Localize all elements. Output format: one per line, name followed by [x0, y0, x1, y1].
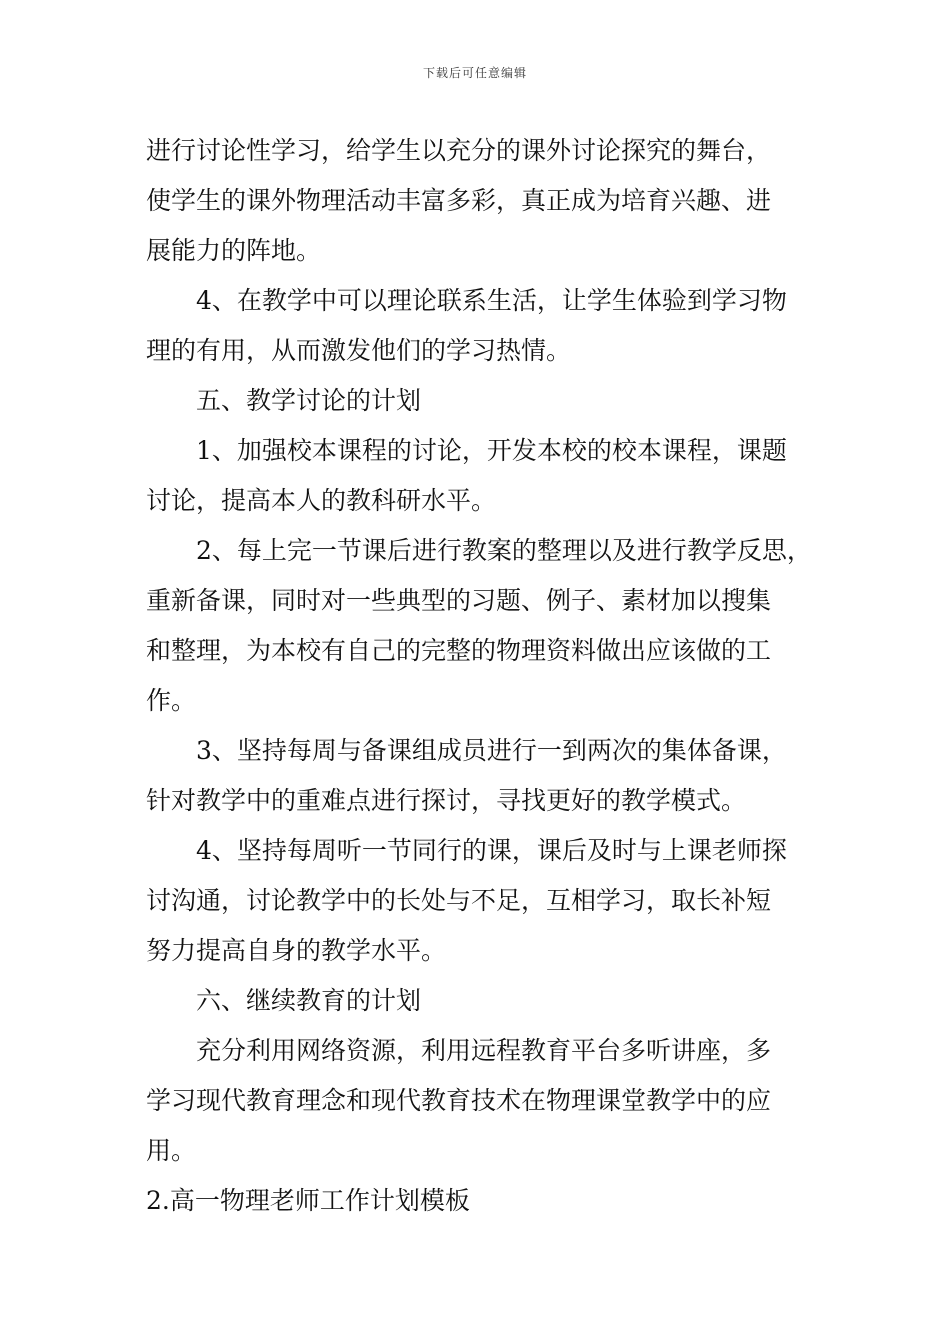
text-line: 针对教学中的重难点进行探讨，寻找更好的教学模式。 — [146, 786, 747, 815]
text-line: 和整理，为本校有自己的完整的物理资料做出应该做的工 — [146, 636, 772, 665]
document-title: 2.高一物理老师工作计划模板 — [146, 1186, 470, 1215]
text-line: 学习现代教育理念和现代教育技术在物理课堂教学中的应 — [146, 1086, 772, 1115]
text-line: 4、在教学中可以理论联系生活，让学生体验到学习物 — [196, 286, 787, 315]
text-line: 2、每上完一节课后进行教案的整理以及进行教学反思， — [196, 536, 812, 565]
text-line: 作。 — [146, 686, 197, 715]
text-line: 讨沟通，讨论教学中的长处与不足，互相学习，取长补短 — [146, 886, 772, 915]
page-header: 下载后可任意编辑 — [422, 66, 527, 80]
text-line: 1、加强校本课程的讨论，开发本校的校本课程，课题 — [196, 436, 787, 465]
text-line: 展能力的阵地。 — [146, 236, 322, 265]
text-line: 重新备课，同时对一些典型的习题、例子、素材加以搜集 — [146, 586, 772, 615]
text-line: 用。 — [146, 1136, 197, 1165]
text-line: 讨论，提高本人的教科研水平。 — [146, 486, 497, 515]
text-line: 充分利用网络资源，利用远程教育平台多听讲座，多 — [196, 1036, 772, 1065]
text-line: 使学生的课外物理活动丰富多彩，真正成为培育兴趣、进 — [146, 186, 772, 215]
text-line: 努力提高自身的教学水平。 — [146, 936, 447, 965]
section-heading: 六、继续教育的计划 — [196, 986, 422, 1015]
text-line: 理的有用，从而激发他们的学习热情。 — [146, 336, 572, 365]
text-line: 进行讨论性学习，给学生以充分的课外讨论探究的舞台， — [146, 136, 772, 165]
text-line: 4、坚持每周听一节同行的课，课后及时与上课老师探 — [196, 836, 787, 865]
section-heading: 五、教学讨论的计划 — [196, 386, 422, 415]
text-line: 3、坚持每周与备课组成员进行一到两次的集体备课， — [196, 736, 787, 765]
document-body — [146, 126, 826, 1226]
